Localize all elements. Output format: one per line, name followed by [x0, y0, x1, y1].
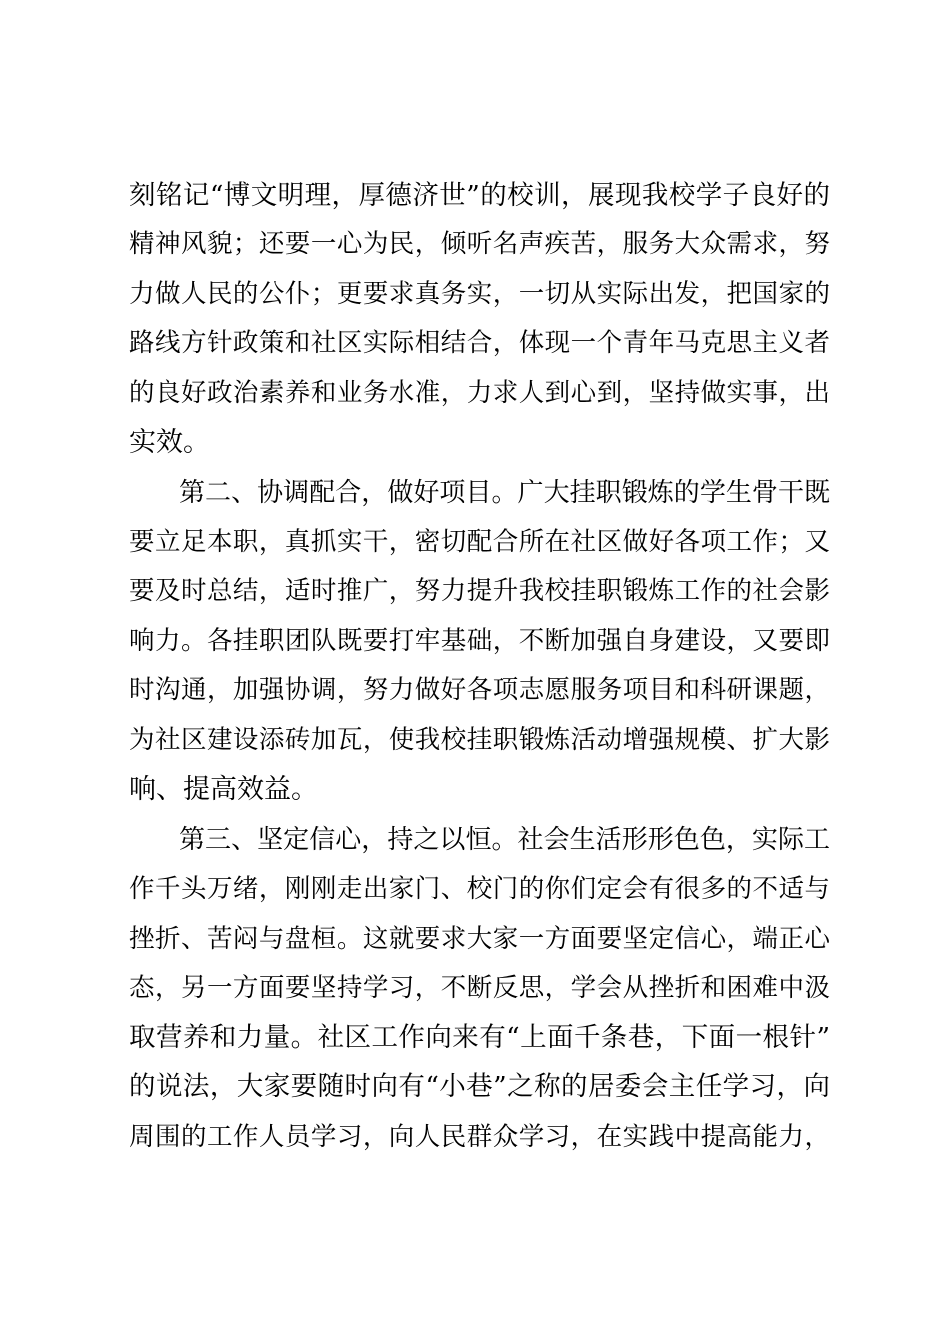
text-line [0, 220, 950, 268]
text-line [0, 567, 950, 615]
text-line-content: 周围的工作人员学习，向人民群众学习，在实践中提高能力， [129, 1122, 830, 1152]
text-line-content: 取营养和力量。社区工作向来有“上面千条巷，下面一根针” [129, 1022, 830, 1053]
text-line-content: 的良好政治素养和业务水准，力求人到心到，坚持做实事，出 [129, 378, 830, 408]
text-line-content: 要立足本职，真抓实干，密切配合所在社区做好各项工作；又 [129, 527, 830, 557]
text-line [0, 1014, 950, 1062]
text-line [0, 816, 950, 864]
text-line-content: 为社区建设添砖加瓦，使我校挂职锻炼活动增强规模、扩大影 [129, 725, 830, 755]
text-line-content: 作千头万绪，刚刚走出家门、校门的你们定会有很多的不适与 [129, 874, 830, 904]
text-line [0, 865, 950, 913]
text-line [0, 1113, 950, 1161]
text-line [0, 518, 950, 566]
text-line-content: 时沟通，加强协调，努力做好各项志愿服务项目和科研课题， [129, 675, 830, 705]
text-line [0, 270, 950, 318]
text-line-content: 力做人民的公仆；更要求真务实，一切从实际出发，把国家的 [129, 279, 830, 309]
text-line [0, 666, 950, 714]
text-line [0, 172, 950, 220]
text-line [0, 1063, 950, 1111]
text-line [0, 369, 950, 417]
text-line-content: 响力。各挂职团队既要打牢基础，不断加强自身建设，又要即 [129, 626, 830, 656]
text-line-content: 的说法，大家要随时向有“小巷”之称的居委会主任学习，向 [129, 1071, 830, 1102]
text-line [0, 419, 950, 467]
text-line-content: 第三、坚定信心，持之以恒。社会生活形形色色，实际工 [179, 825, 830, 855]
text-line [0, 469, 950, 517]
text-line [0, 915, 950, 963]
text-line [0, 617, 950, 665]
text-line [0, 766, 950, 814]
text-line [0, 964, 950, 1012]
text-line-content: 响、提高效益。 [129, 774, 318, 805]
text-line-content: 挫折、苦闷与盘桓。这就要求大家一方面要坚定信心，端正心 [129, 924, 830, 954]
text-line-content: 精神风貌；还要一心为民，倾听名声疾苦，服务大众需求，努 [129, 229, 830, 259]
text-line-content: 第二、协调配合，做好项目。广大挂职锻炼的学生骨干既 [179, 478, 830, 508]
text-line-content: 路线方针政策和社区实际相结合，体现一个青年马克思主义者 [129, 328, 830, 358]
text-line [0, 319, 950, 367]
text-line-content: 态，另一方面要坚持学习，不断反思，学会从挫折和困难中汲 [129, 973, 830, 1003]
text-line-content: 要及时总结，适时推广，努力提升我校挂职锻炼工作的社会影 [129, 576, 830, 606]
text-line [0, 716, 950, 764]
text-line-content: 实效。 [129, 427, 210, 458]
text-line-content: 刻铭记“博文明理，厚德济世”的校训，展现我校学子良好的 [129, 180, 830, 211]
